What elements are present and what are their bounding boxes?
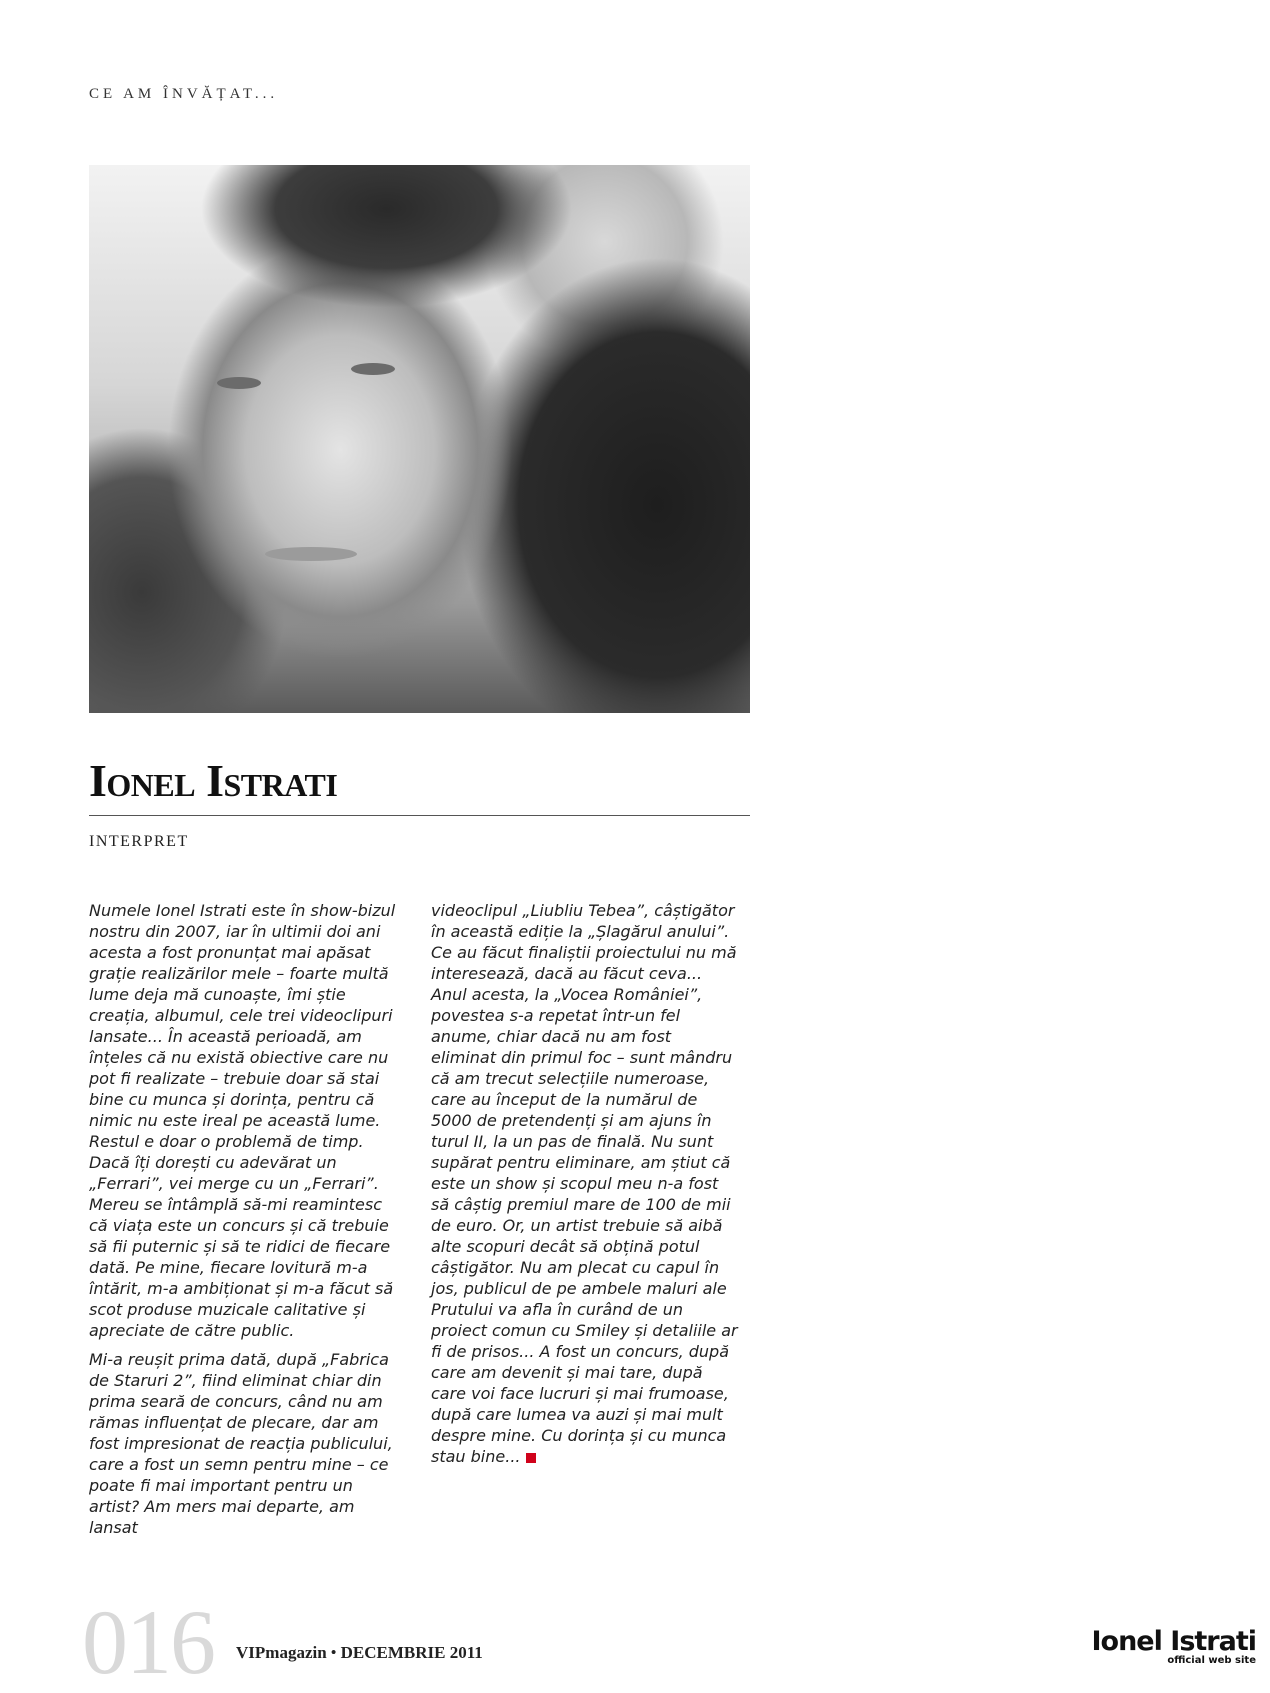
publication-name: VIPmagazin [236, 1643, 327, 1662]
footer-publication-line [236, 1643, 483, 1663]
title-divider [89, 815, 750, 816]
paragraph: Mi-a reușit prima dată, după „Fabrica de Staruri 2”, fiind eliminat chiar din prima seară de concurs, când nu am rămas influențat de plecare, dar am fost impresionat de reacția publicului, care a fost un semn pentru mine – ce poate fi mai important pentru un artist? Am mers mai departe, am lansat [89, 1350, 393, 1537]
watermark-name: Ionel Istrati [1091, 1626, 1256, 1657]
article-title-name: Ionel Istrati [89, 755, 338, 806]
footer-separator: • [330, 1643, 337, 1662]
watermark-logo [1091, 1628, 1256, 1666]
paragraph-text: videoclipul „Liubliu Tebea”, câștigător în această ediție la „Șlagărul anului”. Ce au făcut finaliștii proiectului nu mă interesează, dacă au făcut ceva... Anul acesta, la „Vocea României”, povestea s-a repetat într-un fel anume, chiar dacă nu am fost eliminat din primul foc – sunt mândru că am trecut selecțiile numeroase, care au început de la numărul de 5000 de pretendenți și am ajuns în turul II, la un pas de finală. Nu sunt supărat pentru eliminare, am știut că este un show și scopul meu n-a fost să câștig premiul mare de 100 de mii de euro. Or, un artist trebuie să aibă alte scopuri decât să obțină potul câștigător. Nu am plecat cu capul în jos, publicul de pe ambele maluri ale Prutului va afla în curând de un proiect comun cu Smiley și detaliile ar fi de prisos... A fost un concurs, după care am devenit și mai tare, după care voi face lucruri și mai frumoase, după care lumea va auzi și mai mult despre mine. Cu dorința și cu munca stau bine... [431, 901, 738, 1466]
text-column-left [89, 900, 399, 1546]
text-column-right [431, 900, 741, 1475]
page-number: 016 [82, 1591, 214, 1693]
photo-left-eye [217, 377, 261, 389]
article-role: INTERPRET [89, 833, 189, 850]
watermark-subtitle: official web site [1167, 1655, 1256, 1666]
paragraph: Numele Ionel Istrati este în show-bizul nostru din 2007, iar în ultimii doi ani acesta a fost pronunțat mai apăsat grație realizărilor mele – foarte multă lume deja mă cunoaște, îmi știe creația, albumul, cele trei videoclipuri lansate... În această perioadă, am înțeles că nu există obiective care nu pot fi realizate – trebuie doar să stai bine cu munca și dorința, pentru că nimic nu este ireal pe această lume. Restul e doar o problemă de timp. Dacă îți dorești cu adevărat un „Ferrari”, vei merge cu un „Ferrari”. Mereu se întâmplă să-mi reamintesc că viața este un concurs și că trebuie să fii puternic și să te ridici de fiecare dată. Pe mine, fiecare lovitură m-a întărit, m-a ambiționat și m-a făcut să scot produse muzicale calitative și apreciate de către public. [89, 901, 396, 1340]
end-of-article-mark [526, 1453, 536, 1463]
portrait-photo [89, 165, 750, 713]
photo-right-eye [351, 363, 395, 375]
paragraph [431, 900, 741, 1467]
section-label: CE AM ÎNVĂȚAT... [89, 86, 279, 102]
issue-date: DECEMBRIE 2011 [340, 1643, 483, 1662]
photo-mouth [265, 547, 357, 561]
